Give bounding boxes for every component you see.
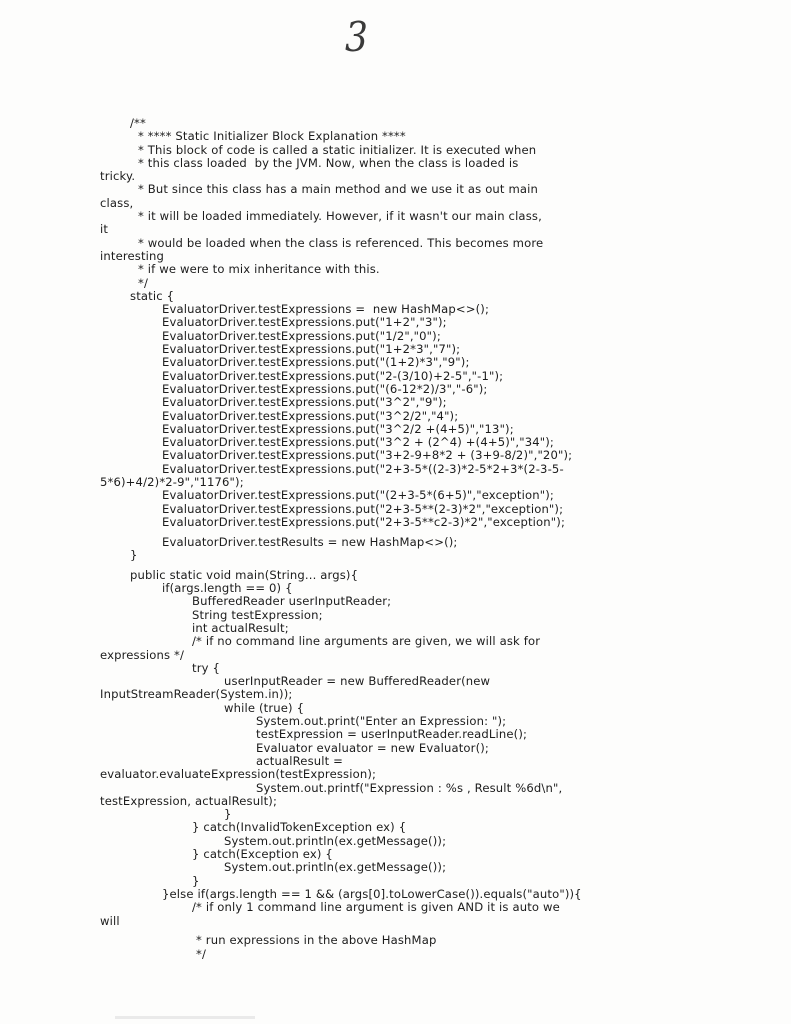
code-line: System.out.println(ex.getMessage()); <box>224 833 447 848</box>
code-line: EvaluatorDriver.testExpressions.put("2+3-5*((2-3)*2-5*2+3*(2-3-5- <box>162 461 564 476</box>
code-line: */ <box>138 275 149 290</box>
code-line: userInputReader = new BufferedReader(new <box>224 674 491 689</box>
code-line: * if we were to mix inheritance with this. <box>138 262 380 277</box>
code-line: public static void main(String... args){ <box>130 567 359 582</box>
code-line: /** <box>130 116 146 130</box>
code-line: expressions */ <box>100 647 185 662</box>
code-line: EvaluatorDriver.testExpressions = new HashMap<>(); <box>162 302 490 317</box>
code-line: EvaluatorDriver.testExpressions.put("1+2","3"); <box>162 315 447 330</box>
code-line: interesting <box>100 248 165 263</box>
code-line: evaluator.evaluateExpression(testExpression); <box>100 767 377 782</box>
code-line: * it will be loaded immediately. However, if it wasn't our main class, <box>138 209 542 224</box>
code-line: testExpression = userInputReader.readLine(); <box>256 727 528 742</box>
code-line: EvaluatorDriver.testExpressions.put("1/2","0"); <box>162 328 441 343</box>
code-line: /* if no command line arguments are given, we will ask for <box>192 634 541 649</box>
code-line: EvaluatorDriver.testExpressions.put("2+3-5**(2-3)*2","exception"); <box>162 501 564 516</box>
code-line: } <box>192 873 200 888</box>
code-line: Evaluator evaluator = new Evaluator(); <box>256 740 489 755</box>
code-line: String testExpression; <box>192 607 323 622</box>
code-line: while (true) { <box>224 700 305 715</box>
code-line: }else if(args.length == 1 && (args[0].toLowerCase()).equals("auto")){ <box>162 886 582 901</box>
code-line: * run expressions in the above HashMap <box>196 933 437 948</box>
code-line: * This block of code is called a static initializer. It is executed when <box>138 142 537 157</box>
code-line: int actualResult; <box>192 620 289 635</box>
code-line: } <box>130 548 138 562</box>
code-line: * this class loaded by the JVM. Now, when the class is loaded is <box>138 155 519 170</box>
code-line: static { <box>130 288 175 303</box>
code-line: testExpression, actualResult); <box>100 793 278 808</box>
code-line: EvaluatorDriver.testExpressions.put("(2+3-5*(6+5)","exception"); <box>162 488 554 503</box>
code-line: EvaluatorDriver.testExpressions.put("2-(3/10)+2-5","-1"); <box>162 368 504 383</box>
code-line: EvaluatorDriver.testExpressions.put("2+3-5**c2-3)*2","exception"); <box>162 514 565 529</box>
code-line: } <box>224 807 232 822</box>
code-line: /* if only 1 command line argument is given AND it is auto we <box>192 900 560 915</box>
code-line: * **** Static Initializer Block Explanation **** <box>138 129 406 144</box>
code-line: EvaluatorDriver.testExpressions.put("3^2","9"); <box>162 395 447 410</box>
code-line: EvaluatorDriver.testExpressions.put("1+2*3","7"); <box>162 342 461 357</box>
code-line: 5*6)+4/2)*2-9","1176"); <box>100 475 244 490</box>
code-line: System.out.println(ex.getMessage()); <box>224 860 447 875</box>
code-line: EvaluatorDriver.testExpressions.put("3^2/2","4"); <box>162 408 459 423</box>
code-line: System.out.printf("Expression : %s , Result %6d\n", <box>256 780 563 795</box>
code-line: InputStreamReader(System.in)); <box>100 687 293 702</box>
code-line: EvaluatorDriver.testExpressions.put("3+2-9+8*2 + (3+9-8/2)","20"); <box>162 448 573 463</box>
page-number: 3 <box>345 14 368 63</box>
scan-smudge <box>115 1016 255 1019</box>
code-line: System.out.print("Enter an Expression: "); <box>256 714 507 729</box>
code-line: tricky. <box>100 169 136 184</box>
code-listing <box>100 117 582 961</box>
code-line: EvaluatorDriver.testExpressions.put("3^2 + (2^4) +(4+5)","34"); <box>162 435 554 450</box>
code-line: } catch(InvalidTokenException ex) { <box>192 820 407 835</box>
code-line: EvaluatorDriver.testExpressions.put("(1+2)*3","9"); <box>162 355 470 370</box>
code-line: EvaluatorDriver.testExpressions.put("(6-12*2)/3","-6"); <box>162 381 488 396</box>
code-line: } catch(Exception ex) { <box>192 847 333 862</box>
code-line: EvaluatorDriver.testExpressions.put("3^2/2 +(4+5)","13"); <box>162 421 514 436</box>
code-line: try { <box>192 660 220 675</box>
code-line: will <box>100 913 120 928</box>
code-line: actualResult = <box>256 753 344 768</box>
code-line: */ <box>196 946 207 961</box>
code-line: BufferedReader userInputReader; <box>192 594 392 609</box>
code-line: class, <box>100 195 134 210</box>
code-line: if(args.length == 0) { <box>162 581 293 596</box>
code-line: it <box>100 222 109 237</box>
code-line: EvaluatorDriver.testResults = new HashMap<>(); <box>162 534 458 549</box>
code-line: * But since this class has a main method and we use it as out main <box>138 182 539 197</box>
code-line: * would be loaded when the class is referenced. This becomes more <box>138 235 544 250</box>
